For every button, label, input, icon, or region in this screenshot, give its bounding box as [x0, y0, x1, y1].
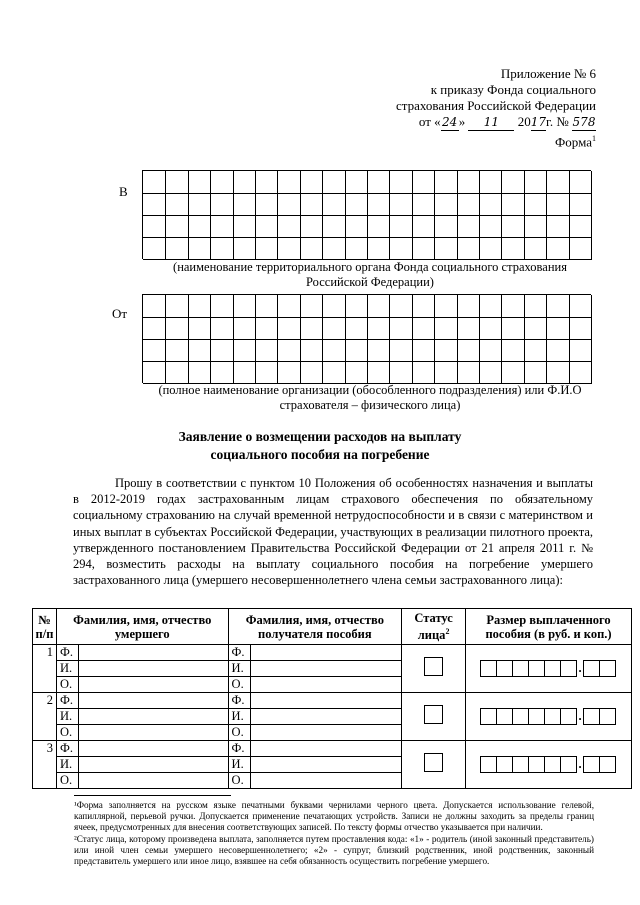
letter-cell[interactable]	[412, 215, 435, 238]
status-code-box[interactable]	[424, 657, 443, 676]
col-number: № п/п	[33, 609, 57, 645]
letter-cell[interactable]	[233, 193, 256, 216]
letter-cell[interactable]	[434, 295, 457, 318]
letter-cell[interactable]	[412, 361, 435, 384]
letter-cell[interactable]	[165, 361, 188, 384]
deceased-name-field[interactable]	[79, 725, 228, 740]
letter-cell[interactable]	[165, 215, 188, 238]
letter-cell[interactable]	[255, 361, 278, 384]
table-row	[33, 693, 632, 709]
letter-cell[interactable]	[569, 215, 592, 238]
letter-cell[interactable]	[457, 193, 480, 216]
recipient-name-field[interactable]	[251, 693, 402, 708]
amount-cell	[466, 741, 632, 789]
letter-cell[interactable]	[188, 295, 211, 318]
letter-cell[interactable]	[210, 295, 233, 318]
ruble-digit-box[interactable]	[528, 660, 545, 677]
recipient-i-cell[interactable]	[228, 757, 402, 773]
letter-cell[interactable]	[457, 317, 480, 340]
letter-cell[interactable]	[546, 317, 569, 340]
letter-cell[interactable]	[233, 215, 256, 238]
letter-cell[interactable]	[457, 237, 480, 260]
deceased-f-cell[interactable]	[56, 645, 228, 661]
letter-cell[interactable]	[233, 317, 256, 340]
ruble-digit-box[interactable]	[560, 708, 577, 725]
letter-cell[interactable]	[255, 215, 278, 238]
letter-cell[interactable]	[143, 171, 166, 194]
letter-cell[interactable]	[188, 171, 211, 194]
letter-cell[interactable]	[569, 237, 592, 260]
fio-letter-label: И.	[57, 709, 79, 724]
fio-letter-label: О.	[229, 677, 251, 692]
letter-cell[interactable]	[524, 237, 547, 260]
deceased-i-cell[interactable]	[56, 757, 228, 773]
recipient-o-cell[interactable]	[228, 725, 402, 741]
letter-cell[interactable]	[501, 193, 524, 216]
status-cell	[402, 693, 466, 741]
letter-cell[interactable]	[277, 317, 300, 340]
row-number: 3	[33, 741, 57, 789]
letter-cell[interactable]	[569, 193, 592, 216]
letter-cell[interactable]	[322, 317, 345, 340]
letter-cell[interactable]	[322, 361, 345, 384]
kopeck-digit-box[interactable]	[599, 660, 616, 677]
deceased-name-field[interactable]	[79, 645, 228, 660]
letter-cell[interactable]	[210, 215, 233, 238]
letter-cell[interactable]	[546, 215, 569, 238]
deceased-o-cell[interactable]	[56, 773, 228, 789]
to-caption: (наименование территориального органа Фонда социального страхования Российской Федерации)	[173, 260, 567, 289]
recipient-name-field[interactable]	[251, 661, 402, 676]
letter-cell[interactable]	[345, 193, 368, 216]
letter-cell[interactable]	[524, 339, 547, 362]
amount-cell	[466, 645, 632, 693]
letter-cell[interactable]	[501, 317, 524, 340]
fio-letter-label: И.	[229, 661, 251, 676]
letter-cell[interactable]	[367, 171, 390, 194]
letter-cell[interactable]	[412, 171, 435, 194]
letter-cell[interactable]	[524, 361, 547, 384]
letter-cell[interactable]	[255, 295, 278, 318]
footnote-separator	[74, 795, 231, 796]
amount-cell	[466, 693, 632, 741]
ruble-digit-box[interactable]	[496, 660, 513, 677]
letter-cell[interactable]	[300, 171, 323, 194]
col-deceased: Фамилия, имя, отчество умершего	[56, 609, 228, 645]
letter-cell[interactable]	[165, 171, 188, 194]
letter-cell[interactable]	[165, 193, 188, 216]
letter-cell[interactable]	[457, 361, 480, 384]
letter-cell[interactable]	[569, 171, 592, 194]
deceased-o-cell[interactable]	[56, 725, 228, 741]
letter-cell[interactable]	[143, 193, 166, 216]
letter-cell[interactable]	[188, 237, 211, 260]
letter-cell[interactable]	[367, 361, 390, 384]
amount-digit-boxes[interactable]	[469, 660, 628, 677]
letter-cell[interactable]	[277, 361, 300, 384]
kopeck-digit-box[interactable]	[599, 708, 616, 725]
letter-cell[interactable]	[546, 295, 569, 318]
letter-cell[interactable]	[479, 171, 502, 194]
ruble-digit-box[interactable]	[544, 756, 561, 773]
kopeck-digit-box[interactable]	[583, 660, 600, 677]
deceased-i-cell[interactable]	[56, 709, 228, 725]
letter-cell[interactable]	[524, 193, 547, 216]
table-header-row	[33, 609, 632, 645]
letter-cell[interactable]	[188, 339, 211, 362]
fio-letter-label: О.	[229, 725, 251, 740]
col-recipient: Фамилия, имя, отчество получателя пособия	[228, 609, 402, 645]
decimal-separator: .	[578, 661, 582, 675]
status-code-box[interactable]	[424, 705, 443, 724]
letter-cell[interactable]	[479, 317, 502, 340]
ruble-digit-box[interactable]	[480, 708, 497, 725]
fio-letter-label: Ф.	[229, 693, 251, 708]
letter-cell[interactable]	[345, 339, 368, 362]
letter-cell[interactable]	[501, 339, 524, 362]
letter-cell[interactable]	[300, 361, 323, 384]
letter-cell[interactable]	[412, 295, 435, 318]
letter-cell[interactable]	[210, 339, 233, 362]
letter-cell[interactable]	[479, 193, 502, 216]
letter-cell[interactable]	[479, 339, 502, 362]
letter-cell[interactable]	[322, 171, 345, 194]
letter-cell[interactable]	[188, 317, 211, 340]
letter-cell[interactable]	[367, 295, 390, 318]
kopeck-digit-box[interactable]	[583, 708, 600, 725]
letter-cell[interactable]	[546, 171, 569, 194]
deceased-i-cell[interactable]	[56, 661, 228, 677]
letter-cell[interactable]	[389, 339, 412, 362]
letter-cell[interactable]	[188, 215, 211, 238]
letter-cell[interactable]	[479, 215, 502, 238]
fio-letter-label: Ф.	[57, 741, 79, 756]
letter-cell[interactable]	[524, 295, 547, 318]
letter-cell[interactable]	[457, 295, 480, 318]
letter-cell[interactable]	[300, 215, 323, 238]
deceased-f-cell[interactable]	[56, 693, 228, 709]
to-organization-cells[interactable]	[142, 170, 591, 259]
letter-cell[interactable]	[233, 339, 256, 362]
letter-cell[interactable]	[322, 339, 345, 362]
col-status: Статус лица$^2$	[402, 609, 466, 645]
letter-cell[interactable]	[255, 171, 278, 194]
letter-cell[interactable]	[233, 171, 256, 194]
ruble-digit-box[interactable]	[512, 660, 529, 677]
letter-cell[interactable]	[434, 237, 457, 260]
recipient-i-cell[interactable]	[228, 661, 402, 677]
letter-cell[interactable]	[367, 193, 390, 216]
ruble-digit-box[interactable]	[544, 708, 561, 725]
order-day: 24	[442, 115, 458, 129]
letter-cell[interactable]	[479, 361, 502, 384]
fio-letter-label: Ф.	[229, 645, 251, 660]
letter-cell[interactable]	[210, 171, 233, 194]
ruble-digit-box[interactable]	[480, 660, 497, 677]
fio-letter-label: И.	[229, 757, 251, 772]
letter-cell[interactable]	[165, 339, 188, 362]
letter-cell[interactable]	[389, 317, 412, 340]
recipient-name-field[interactable]	[251, 725, 402, 740]
letter-cell[interactable]	[434, 171, 457, 194]
recipient-name-field[interactable]	[251, 741, 402, 756]
fio-letter-label: И.	[229, 709, 251, 724]
letter-cell[interactable]	[143, 215, 166, 238]
recipient-i-cell[interactable]	[228, 709, 402, 725]
ruble-digit-box[interactable]	[528, 708, 545, 725]
letter-cell[interactable]	[255, 237, 278, 260]
deceased-o-cell[interactable]	[56, 677, 228, 693]
amount-digit-boxes[interactable]	[469, 708, 628, 725]
order-number: 578	[572, 115, 596, 129]
letter-cell[interactable]	[524, 171, 547, 194]
recipient-f-cell[interactable]	[228, 693, 402, 709]
ruble-digit-box[interactable]	[560, 756, 577, 773]
ruble-digit-box[interactable]	[512, 756, 529, 773]
letter-cell[interactable]	[434, 361, 457, 384]
recipient-name-field[interactable]	[251, 773, 402, 788]
appendix-number: Приложение № 6	[500, 66, 596, 81]
fio-letter-label: О.	[57, 725, 79, 740]
letter-cell[interactable]	[233, 295, 256, 318]
decimal-separator: .	[578, 757, 582, 771]
letter-cell[interactable]	[233, 237, 256, 260]
order-year: 17	[530, 115, 546, 129]
fio-letter-label: Ф.	[229, 741, 251, 756]
order-month: 11	[468, 114, 514, 131]
letter-cell[interactable]	[457, 171, 480, 194]
letter-cell[interactable]	[300, 317, 323, 340]
letter-cell[interactable]	[300, 237, 323, 260]
letter-cell[interactable]	[300, 339, 323, 362]
letter-cell[interactable]	[524, 215, 547, 238]
fio-letter-label: И.	[57, 757, 79, 772]
status-code-box[interactable]	[424, 753, 443, 772]
letter-cell[interactable]	[210, 193, 233, 216]
letter-cell[interactable]	[569, 317, 592, 340]
letter-cell[interactable]	[367, 215, 390, 238]
fio-letter-label: О.	[57, 773, 79, 788]
decimal-separator: .	[578, 709, 582, 723]
letter-cell[interactable]	[501, 295, 524, 318]
letter-cell[interactable]	[143, 237, 166, 260]
letter-cell[interactable]	[300, 193, 323, 216]
deceased-name-field[interactable]	[79, 757, 228, 772]
letter-cell[interactable]	[345, 295, 368, 318]
footnote-1: ¹Форма заполняется на русском языке печатными буквами чернилами черного цвета. Допускается использование гелевой, капиллярной, перьевой ручки. Допускается применение печатающих устройств. Записи не должны заходить за пределы границ ячеек, предусмотренных для внесения соответствующих записей. По тексту формы отчество указывается при наличии.	[74, 800, 594, 833]
letter-cell[interactable]	[300, 295, 323, 318]
letter-cell[interactable]	[412, 317, 435, 340]
letter-cell[interactable]	[457, 339, 480, 362]
form-label: Форма$^1$	[555, 134, 596, 150]
letter-cell[interactable]	[412, 193, 435, 216]
letter-cell[interactable]	[434, 317, 457, 340]
letter-cell[interactable]	[479, 237, 502, 260]
letter-cell[interactable]	[188, 193, 211, 216]
letter-cell[interactable]	[546, 193, 569, 216]
letter-cell[interactable]	[210, 361, 233, 384]
letter-cell[interactable]	[322, 193, 345, 216]
letter-cell[interactable]	[277, 193, 300, 216]
fio-letter-label: Ф.	[57, 645, 79, 660]
deceased-name-field[interactable]	[79, 677, 228, 692]
kopeck-digit-box[interactable]	[583, 756, 600, 773]
letter-cell[interactable]	[165, 317, 188, 340]
letter-cell[interactable]	[322, 237, 345, 260]
ruble-digit-box[interactable]	[560, 660, 577, 677]
letter-cell[interactable]	[546, 339, 569, 362]
order-reference: к приказу Фонда социального	[430, 82, 596, 97]
ruble-digit-box[interactable]	[496, 708, 513, 725]
letter-cell[interactable]	[143, 317, 166, 340]
status-cell	[402, 645, 466, 693]
letter-cell[interactable]	[367, 317, 390, 340]
letter-cell[interactable]	[501, 171, 524, 194]
ruble-digit-box[interactable]	[512, 708, 529, 725]
request-paragraph: Прошу в соответствии с пунктом 10 Положения об особенностях назначения и выплаты в 2012-2019 годах застрахованным лицам страхового обеспечения по обязательному социальному страхованию на случай временной нетрудоспособности и в связи с материнством и иных выплат в субъектах Российской Федерации, участвующих в реализации пилотного проекта, утвержденного постановлением Правительства Российской Федерации от 21 апреля 2011 г. № 294, возместить расходы на выплату социального пособия на погребение умершего застрахованного лица (умершего несовершеннолетнего члена семьи застрахованного лица):	[73, 476, 593, 588]
letter-cell[interactable]	[434, 193, 457, 216]
recipient-name-field[interactable]	[251, 757, 402, 772]
deceased-name-field[interactable]	[79, 773, 228, 788]
letter-cell[interactable]	[255, 317, 278, 340]
letter-cell[interactable]	[165, 295, 188, 318]
deceased-name-field[interactable]	[79, 661, 228, 676]
letter-cell[interactable]	[322, 295, 345, 318]
col-amount: Размер выплаченного пособия (в руб. и коп.)	[466, 609, 632, 645]
letter-cell[interactable]	[345, 215, 368, 238]
status-cell	[402, 741, 466, 789]
fio-letter-label: И.	[57, 661, 79, 676]
letter-cell[interactable]	[143, 295, 166, 318]
deceased-name-field[interactable]	[79, 693, 228, 708]
recipient-o-cell[interactable]	[228, 677, 402, 693]
recipient-name-field[interactable]	[251, 645, 402, 660]
to-label: В	[119, 184, 128, 199]
recipient-f-cell[interactable]	[228, 741, 402, 757]
table-row	[33, 645, 632, 661]
letter-cell[interactable]	[277, 171, 300, 194]
recipient-name-field[interactable]	[251, 709, 402, 724]
fund-name: страхования Российской Федерации	[396, 98, 596, 113]
letter-cell[interactable]	[143, 339, 166, 362]
letter-cell[interactable]	[389, 361, 412, 384]
recipient-o-cell[interactable]	[228, 773, 402, 789]
letter-cell[interactable]	[389, 171, 412, 194]
letter-cell[interactable]	[434, 215, 457, 238]
letter-cell[interactable]	[277, 339, 300, 362]
amount-digit-boxes[interactable]	[469, 756, 628, 773]
deceased-name-field[interactable]	[79, 709, 228, 724]
letter-cell[interactable]	[479, 295, 502, 318]
letter-cell[interactable]	[255, 339, 278, 362]
letter-cell[interactable]	[412, 339, 435, 362]
letter-cell[interactable]	[367, 339, 390, 362]
letter-cell[interactable]	[389, 193, 412, 216]
letter-cell[interactable]	[457, 215, 480, 238]
letter-cell[interactable]	[188, 361, 211, 384]
recipient-name-field[interactable]	[251, 677, 402, 692]
deceased-name-field[interactable]	[79, 741, 228, 756]
letter-cell[interactable]	[501, 237, 524, 260]
letter-cell[interactable]	[569, 339, 592, 362]
letter-cell[interactable]	[345, 361, 368, 384]
letter-cell[interactable]	[322, 215, 345, 238]
letter-cell[interactable]	[210, 317, 233, 340]
beneficiaries-table	[32, 608, 632, 789]
fio-letter-label: О.	[57, 677, 79, 692]
letter-cell[interactable]	[345, 317, 368, 340]
letter-cell[interactable]	[501, 215, 524, 238]
appendix-header	[396, 66, 596, 150]
fio-letter-label: О.	[229, 773, 251, 788]
fio-letter-label: Ф.	[57, 693, 79, 708]
ruble-digit-box[interactable]	[496, 756, 513, 773]
letter-cell[interactable]	[345, 237, 368, 260]
document-title: Заявление о возмещении расходов на выплату социального пособия на погребение	[178, 429, 462, 462]
footnotes	[74, 800, 594, 867]
letter-cell[interactable]	[389, 295, 412, 318]
letter-cell[interactable]	[165, 237, 188, 260]
letter-cell[interactable]	[210, 237, 233, 260]
row-number: 2	[33, 693, 57, 741]
kopeck-digit-box[interactable]	[599, 756, 616, 773]
letter-cell[interactable]	[412, 237, 435, 260]
letter-cell[interactable]	[143, 361, 166, 384]
letter-cell[interactable]	[367, 237, 390, 260]
from-caption: (полное наименование организации (обособленного подразделения) или Ф.И.О страхователя – физического лица)	[158, 383, 582, 412]
letter-cell[interactable]	[233, 361, 256, 384]
letter-cell[interactable]	[389, 215, 412, 238]
ruble-digit-box[interactable]	[480, 756, 497, 773]
from-organization-cells[interactable]	[142, 294, 591, 383]
letter-cell[interactable]	[277, 237, 300, 260]
from-label: От	[112, 306, 128, 321]
recipient-f-cell[interactable]	[228, 645, 402, 661]
letter-cell[interactable]	[434, 339, 457, 362]
ruble-digit-box[interactable]	[544, 660, 561, 677]
letter-cell[interactable]	[546, 237, 569, 260]
letter-cell[interactable]	[255, 193, 278, 216]
letter-cell[interactable]	[277, 215, 300, 238]
footnote-2: ²Статус лица, которому произведена выплата, заполняется путем проставления кода: «1» - родитель (иной законный представитель) или иной член семьи умершего несовершеннолетнего; «2» - супруг, близкий родственник, иной родственник, законный представитель умершего или иное лицо, взявшее на себя обязанность осуществить погребение умершего.	[74, 833, 594, 867]
table-row	[33, 741, 632, 757]
order-date-line: от «24» 11 2017г. № 578	[418, 114, 596, 129]
letter-cell[interactable]	[389, 237, 412, 260]
row-number: 1	[33, 645, 57, 693]
letter-cell[interactable]	[546, 361, 569, 384]
ruble-digit-box[interactable]	[528, 756, 545, 773]
letter-cell[interactable]	[524, 317, 547, 340]
letter-cell[interactable]	[569, 295, 592, 318]
letter-cell[interactable]	[277, 295, 300, 318]
letter-cell[interactable]	[569, 361, 592, 384]
letter-cell[interactable]	[345, 171, 368, 194]
letter-cell[interactable]	[501, 361, 524, 384]
deceased-f-cell[interactable]	[56, 741, 228, 757]
